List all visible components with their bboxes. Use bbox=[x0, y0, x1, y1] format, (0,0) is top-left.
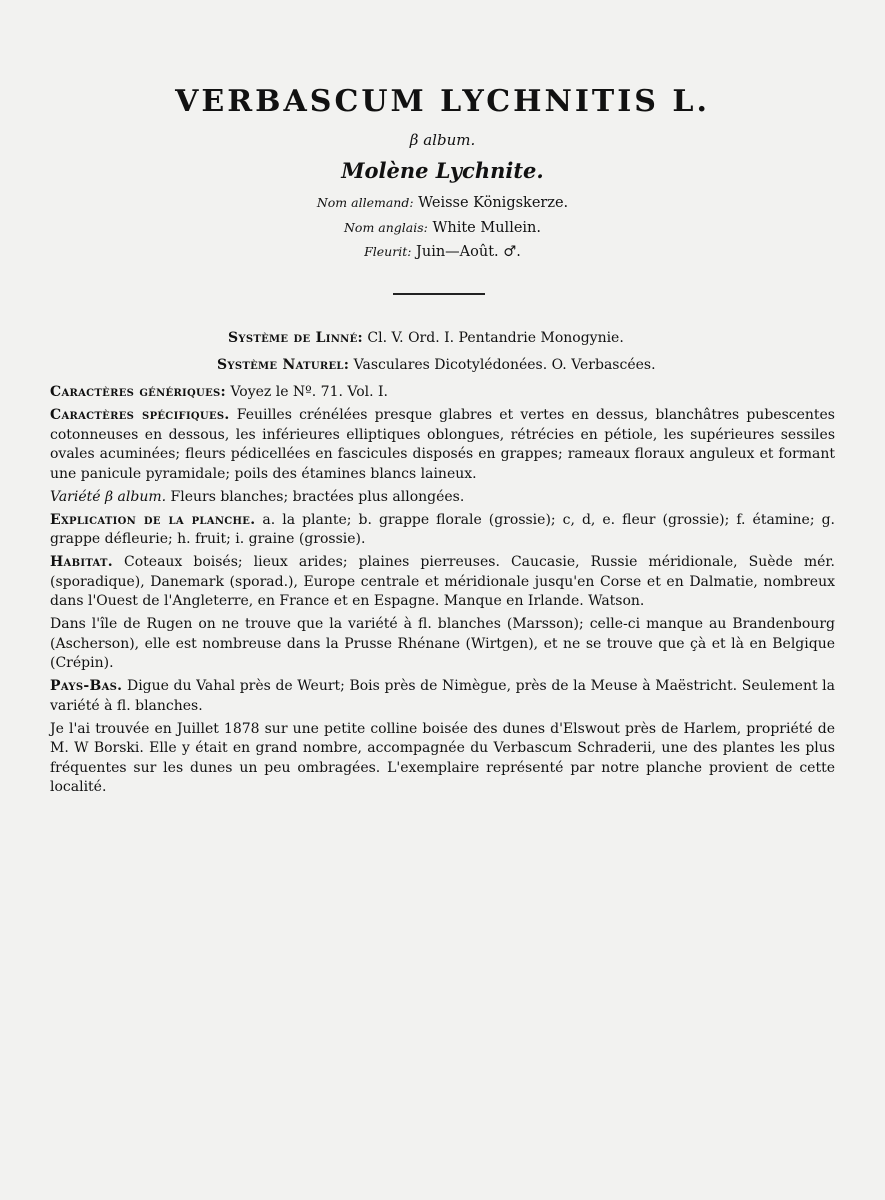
linne-value: Cl. V. Ord. I. Pentandrie Monogynie. bbox=[367, 330, 624, 346]
german-name-line bbox=[0, 195, 885, 211]
generic-characters-paragraph bbox=[50, 383, 835, 403]
habitat-paragraph bbox=[50, 553, 835, 612]
rugen-paragraph bbox=[50, 615, 835, 674]
variety-label: Variété β album. bbox=[50, 488, 167, 505]
netherlands-label: Pays-Bas. bbox=[50, 678, 123, 694]
specific-label: Caractères spécifiques. bbox=[50, 407, 230, 423]
explanation-label: Explication de la planche. bbox=[50, 511, 256, 528]
flowering-line bbox=[0, 244, 885, 260]
habitat-text: Coteaux boisés; lieux arides; plaines pierreuses. Caucasie, Russie méridionale, Suède mér. (sporadique), Danemark (sporad.), Europe centrale et méridionale jusqu'en Corse et en Dalmatie, nombreux dans l'Ouest de l'Angleterre, en France et en Espagne. Manque en Irlande. Watson. bbox=[50, 554, 836, 609]
linne-system-line bbox=[228, 330, 624, 346]
generic-label: Caractères génériques: bbox=[50, 384, 226, 400]
flowering-value: Juin—Août. ♂. bbox=[416, 244, 521, 260]
description-body bbox=[50, 383, 835, 801]
variety-text: Fleurs blanches; bractées plus allongées. bbox=[170, 488, 465, 505]
habitat-label: Habitat. bbox=[50, 554, 113, 570]
plate-explanation-paragraph bbox=[50, 511, 835, 550]
species-title: VERBASCUM LYCHNITIS L. bbox=[175, 84, 710, 119]
english-value: White Mullein. bbox=[432, 220, 541, 236]
linne-label: Système de Linné: bbox=[228, 330, 363, 346]
explanation-text: a. la plante; b. grappe florale (grossie); c, d, e. fleur (grossie); f. étamine; g. grappe défleurie; h. fruit; i. graine (grossie). bbox=[50, 511, 835, 547]
german-label: Nom allemand: bbox=[316, 195, 414, 210]
flowering-label: Fleurit: bbox=[364, 244, 412, 259]
variety-paragraph bbox=[50, 488, 835, 508]
divider-rule bbox=[393, 293, 485, 295]
english-name-line bbox=[0, 220, 885, 236]
netherlands-paragraph bbox=[50, 677, 835, 716]
natural-system-line bbox=[217, 357, 656, 373]
naturel-value: Vasculares Dicotylédonées. O. Verbascées. bbox=[353, 357, 656, 373]
generic-text: Voyez le Nº. 71. Vol. I. bbox=[230, 384, 388, 400]
finding-text: Je l'ai trouvée en Juillet 1878 sur une petite colline boisée des dunes d'Elswout près de Harlem, propriété de M. W Borski. Elle y était en grand nombre, accompagnée du Verbascum Schraderii, une des plantes les plus fréquentes sur les dunes un peu ombragées. L'exemplaire représenté par notre planche provient de cette localité. bbox=[50, 720, 835, 795]
french-name: Molène Lychnite. bbox=[341, 158, 544, 183]
variety-subtitle: β album. bbox=[409, 131, 476, 149]
rugen-text: Dans l'île de Rugen on ne trouve que la variété à fl. blanches (Marsson); celle-ci manque au Brandenbourg (Ascherson), elle est nombreuse dans la Prusse Rhénane (Wirtgen), et ne se trouve que çà et là en Belgique (Crépin). bbox=[50, 616, 835, 671]
specific-text: Feuilles crénélées presque glabres et vertes en dessus, blanchâtres pubescentes cotonneuses en dessous, les inférieures elliptiques oblongues, rétrécies en pétiole, les supérieures sessiles ovales acuminées; fleurs pédicellées en fascicules disposés en grappes; rameaux floraux anguleux et formant une panicule pyramidale; poils des étamines blancs laineux. bbox=[50, 407, 835, 482]
english-label: Nom anglais: bbox=[343, 220, 428, 235]
naturel-label: Système Naturel: bbox=[217, 357, 350, 373]
netherlands-text: Digue du Vahal près de Weurt; Bois près de Nimègue, près de la Meuse à Maëstricht. Seulement la variété à fl. blanches. bbox=[50, 678, 836, 714]
specific-characters-paragraph bbox=[50, 406, 835, 484]
german-value: Weisse Königskerze. bbox=[418, 195, 569, 211]
finding-paragraph bbox=[50, 720, 835, 798]
